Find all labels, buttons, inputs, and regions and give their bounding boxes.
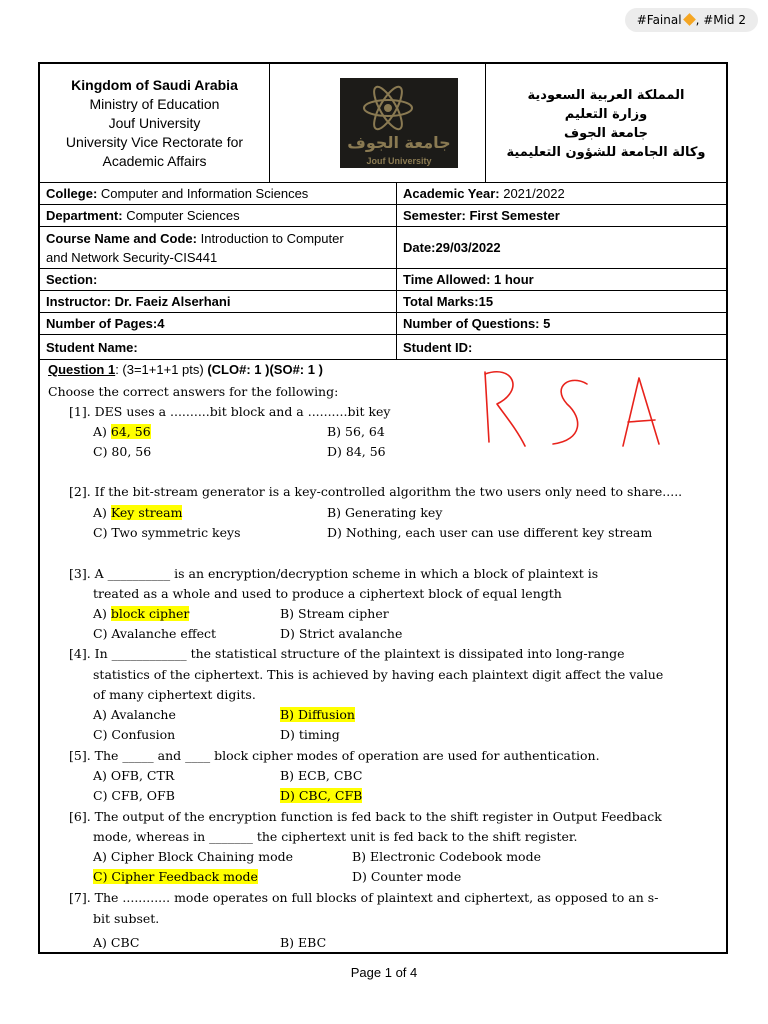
- item-5-option-d[interactable]: [280, 788, 362, 803]
- question-header: [48, 362, 323, 377]
- header-logo-cell: [270, 64, 486, 182]
- item-6-option-c[interactable]: [93, 869, 258, 884]
- item-4-option-b[interactable]: [280, 707, 355, 722]
- item-7-option-a[interactable]: A) CBC: [93, 935, 140, 950]
- header-ar-line-4: وكالة الجامعة للشؤون التعليمية: [506, 145, 706, 160]
- item-4-option-d[interactable]: D) timing: [280, 727, 340, 742]
- course-value-2: and Network Security-CIS441: [46, 249, 218, 265]
- item-4-stem-3: of many ciphertext digits.: [93, 687, 256, 702]
- info-row-section: [40, 269, 726, 291]
- header-en-line-5: Academic Affairs: [102, 153, 207, 169]
- item-7-option-b[interactable]: B) EBC: [280, 935, 327, 950]
- hashtag-badge[interactable]: [625, 8, 758, 32]
- department-label: Department:: [46, 208, 123, 223]
- info-row-student: [40, 335, 726, 360]
- info-row-course: [40, 227, 726, 269]
- academic-year-value: 2021/2022: [499, 185, 565, 201]
- header-ar-line-3: جامعة الجوف: [563, 126, 648, 141]
- item-6-option-b[interactable]: B) Electronic Codebook mode: [352, 849, 541, 864]
- item-6-stem-1: [6]. The output of the encryption function is fed back to the shift register in Output Feedback: [69, 809, 662, 824]
- header-en-line-3: Jouf University: [108, 115, 201, 131]
- tag-text-1: #Fainal: [636, 13, 682, 27]
- item-6-stem-2: mode, whereas in _______ the ciphertext unit is fed back to the shift register.: [93, 829, 578, 844]
- info-row-college: [40, 182, 726, 205]
- item-1-option-b[interactable]: B) 56, 64: [327, 424, 385, 439]
- item-3-stem-1: [3]. A __________ is an encryption/decryption scheme in which a block of plaintext is: [69, 566, 599, 581]
- item-4-option-a[interactable]: A) Avalanche: [93, 707, 176, 722]
- item-2-option-a[interactable]: A) Key stream: [93, 505, 183, 520]
- question-title: Question 1: [48, 362, 116, 377]
- academic-year-label: Academic Year:: [403, 185, 500, 201]
- time-allowed-label: Time Allowed: 1 hour: [403, 272, 534, 287]
- item-1-stem: [1]. DES uses a ..........bit block and a ..........bit key: [69, 404, 391, 419]
- handwritten-rsa-annotation: [475, 360, 705, 450]
- header-en-line-4: University Vice Rectorate for: [65, 134, 244, 150]
- exam-page: [38, 62, 728, 954]
- item-2-stem: [2]. If the bit-stream generator is a key-controlled algorithm the two users only need to share.....: [69, 484, 683, 499]
- header-en-line-2: Ministry of Education: [89, 96, 220, 112]
- info-row-instructor: [40, 291, 726, 313]
- item-1-option-d[interactable]: D) 84, 56: [327, 444, 386, 459]
- item-1-option-c[interactable]: C) 80, 56: [93, 444, 152, 459]
- item-2-option-b[interactable]: B) Generating key: [327, 505, 443, 520]
- item-7-stem-1: [7]. The ............ mode operates on full blocks of plaintext and ciphertext, as opposed to an s-: [69, 890, 659, 905]
- header-en-line-1: Kingdom of Saudi Arabia: [71, 77, 238, 93]
- course-value-1: Introduction to Computer: [196, 230, 344, 246]
- item-6-answer-highlight: C) Cipher Feedback mode: [93, 869, 258, 884]
- item-1-option-a[interactable]: A) 64, 56: [93, 424, 151, 439]
- item-3-answer-highlight: block cipher: [110, 606, 190, 621]
- item-5-option-b[interactable]: B) ECB, CBC: [280, 768, 363, 783]
- item-1-answer-highlight: 64, 56: [110, 424, 151, 439]
- item-5-option-a[interactable]: A) OFB, CTR: [93, 768, 175, 783]
- item-4-stem-1: [4]. In ____________ the statistical structure of the plaintext is dissipated into long-range: [69, 646, 625, 661]
- department-value: Computer Sciences: [122, 208, 240, 223]
- item-2-option-d[interactable]: D) Nothing, each user can use different key stream: [327, 525, 653, 540]
- item-4-stem-2: statistics of the ciphertext. This is achieved by having each plaintext digit affect the value: [93, 667, 664, 682]
- item-6-option-a[interactable]: A) Cipher Block Chaining mode: [93, 849, 294, 864]
- date-label: Date:29/03/2022: [403, 240, 501, 255]
- question-points: : (3=1+1+1 pts): [115, 362, 208, 377]
- page-footer: Page 1 of 4: [350, 965, 418, 980]
- item-3-stem-2: treated as a whole and used to produce a ciphertext block of equal length: [93, 586, 562, 601]
- college-label: College:: [46, 185, 98, 201]
- header-english: [40, 64, 270, 182]
- item-4-option-c[interactable]: C) Confusion: [93, 727, 176, 742]
- item-3-option-b[interactable]: B) Stream cipher: [280, 606, 389, 621]
- logo-arabic-text: جامعة الجوف: [347, 133, 451, 152]
- header: [40, 64, 726, 183]
- university-logo: [340, 78, 458, 168]
- question-instruction: Choose the correct answers for the following:: [48, 384, 339, 399]
- pages-label: Number of Pages:4: [46, 316, 165, 331]
- item-5-stem: [5]. The _____ and ____ block cipher modes of operation are used for authentication.: [69, 748, 600, 763]
- info-row-pages: [40, 313, 726, 335]
- questions-label: Number of Questions: 5: [403, 316, 551, 331]
- item-2-answer-highlight: Key stream: [110, 505, 183, 520]
- total-marks-label: Total Marks:15: [403, 294, 494, 309]
- item-3-option-d[interactable]: D) Strict avalanche: [280, 626, 403, 641]
- semester-label: Semester: First Semester: [403, 208, 560, 223]
- item-5-answer-highlight: D) CBC, CFB: [280, 788, 363, 803]
- item-6-option-d[interactable]: D) Counter mode: [352, 869, 462, 884]
- question-clo: (CLO#: 1 )(SO#: 1 ): [207, 362, 323, 377]
- info-row-department: [40, 205, 726, 227]
- item-5-option-c[interactable]: C) CFB, OFB: [93, 788, 175, 803]
- header-ar-line-1: المملكة العربية السعودية: [527, 88, 685, 103]
- item-2-option-c[interactable]: C) Two symmetric keys: [93, 525, 241, 540]
- tag-text-2: , #Mid 2: [695, 13, 746, 27]
- logo-english-text: Jouf University: [366, 156, 432, 166]
- course-label: Course Name and Code:: [46, 230, 197, 246]
- student-name-label: Student Name:: [46, 339, 138, 355]
- college-value: Computer and Information Sciences: [97, 185, 309, 201]
- item-4-answer-highlight: B) Diffusion: [280, 707, 355, 722]
- header-ar-line-2: وزارة التعليم: [564, 107, 648, 122]
- diamond-icon: [683, 13, 696, 26]
- section-label: Section:: [46, 272, 98, 287]
- instructor-label: Instructor: Dr. Faeiz Alserhani: [46, 294, 231, 309]
- item-7-stem-2: bit subset.: [93, 911, 160, 926]
- atom-icon: [340, 78, 458, 168]
- student-id-label: Student ID:: [403, 339, 473, 355]
- item-3-option-a[interactable]: A) block cipher: [93, 606, 190, 621]
- item-3-option-c[interactable]: C) Avalanche effect: [93, 626, 217, 641]
- header-arabic: [486, 64, 726, 182]
